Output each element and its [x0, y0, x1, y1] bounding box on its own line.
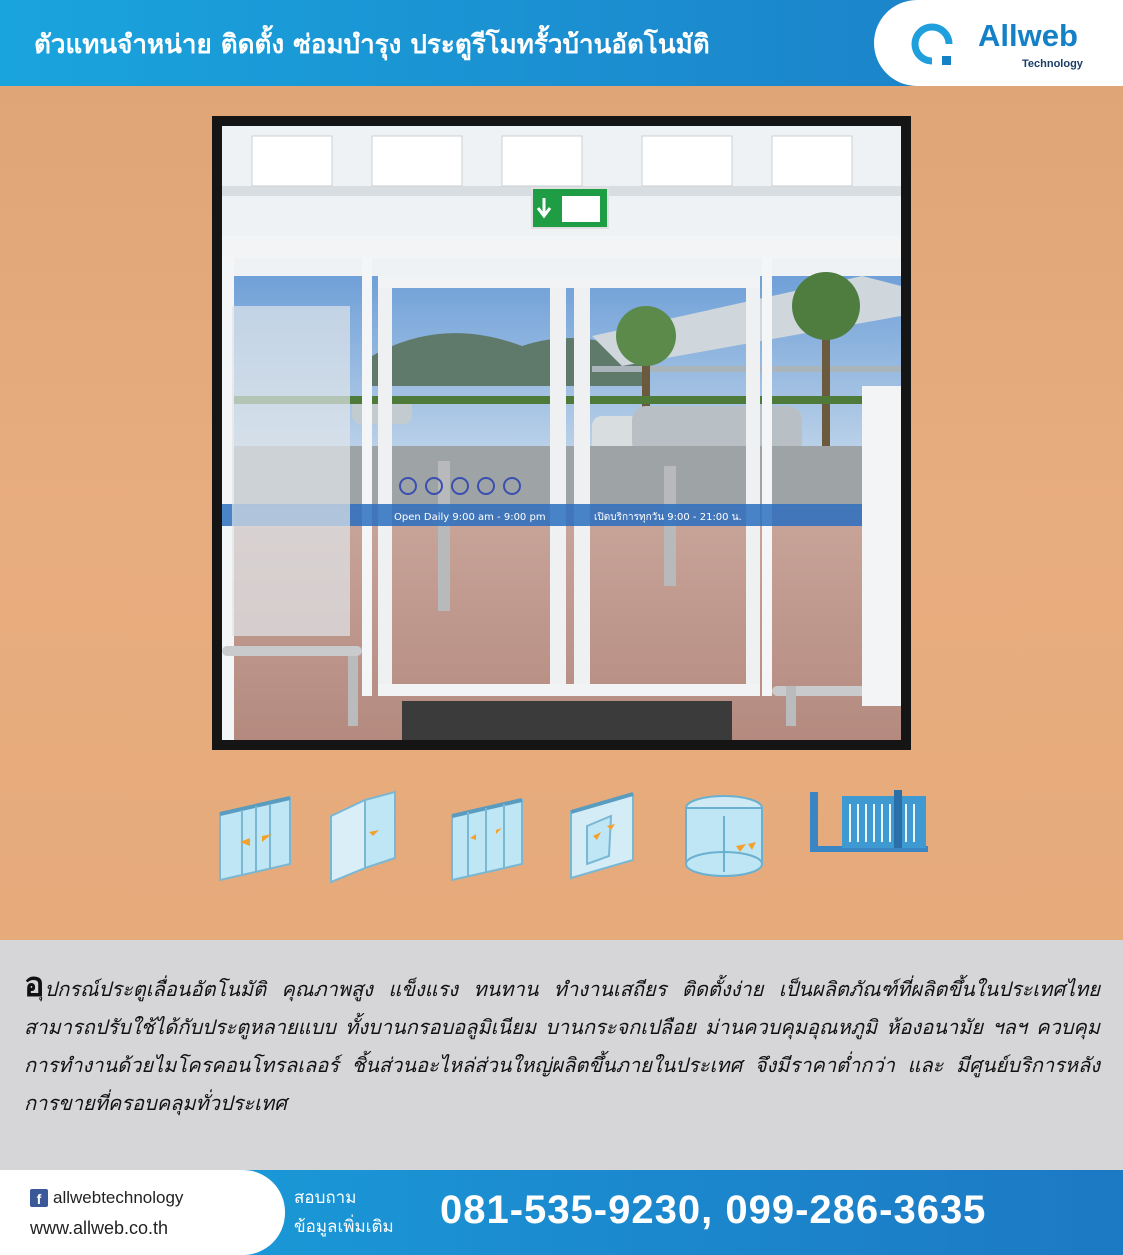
- facebook-link[interactable]: [30, 1188, 183, 1208]
- inquiry-label: [294, 1184, 394, 1242]
- hero-section: [0, 86, 1123, 940]
- logo-name: Allweb: [978, 18, 1078, 53]
- revolving-door-icon[interactable]: [682, 786, 772, 886]
- sliding-gate-icon[interactable]: [806, 786, 932, 886]
- door-scene-illustration: [222, 126, 901, 740]
- sliding-door-double-icon[interactable]: [212, 786, 302, 886]
- allweb-logo-icon: [908, 20, 956, 68]
- inquiry-line-2: ข้อมูลเพิ่มเติม: [294, 1217, 394, 1237]
- sliding-door-quad-icon[interactable]: [446, 786, 536, 886]
- description-text: ุปกรณ์ประตูเลื่อนอัตโนมัติ คุณภาพสูง แข็งแรง ทนทาน ทำงานเสถียร ติดตั้งง่าย เป็นผลิตภัณฑ์ที่ผลิตขึ้นในประเทศไทย สามารถปรับใช้ได้กับประตูหลายแบบ ทั้งบานกรอบอลูมิเนียม บานกระจกเปลือย ม่านควบคุมอุณหภูมิ ห้องอนามัย ฯลฯ ควบคุมการทำงานด้วยไมโครคอนโทรลเลอร์ ชิ้นส่วนอะไหล่ส่วนใหญ่ผลิตขึ้นภายในประเทศ จึงมีราคาต่ำกว่า และ มีศูนย์บริการหลังการขายที่ครอบคลุมทั่วประเทศ: [24, 977, 1100, 1115]
- header-title: ตัวแทนจำหน่าย ติดตั้ง ซ่อมบำรุง ประตูรีโมทรั้วบ้านอัตโนมัติ: [34, 30, 710, 60]
- description-panel: [0, 940, 1123, 1170]
- facebook-icon: f: [30, 1189, 48, 1207]
- swing-door-icon[interactable]: [325, 786, 415, 886]
- description-paragraph: [24, 966, 1100, 1122]
- logo-container[interactable]: [874, 0, 1123, 86]
- inquiry-line-1: สอบถาม: [294, 1188, 357, 1208]
- folding-door-icon[interactable]: [565, 786, 655, 886]
- header-banner: [0, 0, 1123, 86]
- footer-banner: [0, 1170, 1123, 1255]
- door-stripe-text-right: เปิดบริการทุกวัน 9:00 - 21:00 น.: [594, 512, 742, 523]
- phone-numbers[interactable]: 081-535-9230, 099-286-3635: [440, 1188, 987, 1232]
- door-types-row: [0, 786, 1123, 896]
- door-stripe-text-left: Open Daily 9:00 am - 9:00 pm: [394, 512, 546, 523]
- logo-subtitle: Technology: [1022, 58, 1083, 70]
- drop-cap: อ: [24, 965, 45, 1005]
- automatic-door-photo: [212, 116, 911, 750]
- facebook-handle: allwebtechnology: [53, 1188, 184, 1207]
- website-link[interactable]: www.allweb.co.th: [30, 1218, 169, 1238]
- social-contact-pill: [0, 1170, 285, 1255]
